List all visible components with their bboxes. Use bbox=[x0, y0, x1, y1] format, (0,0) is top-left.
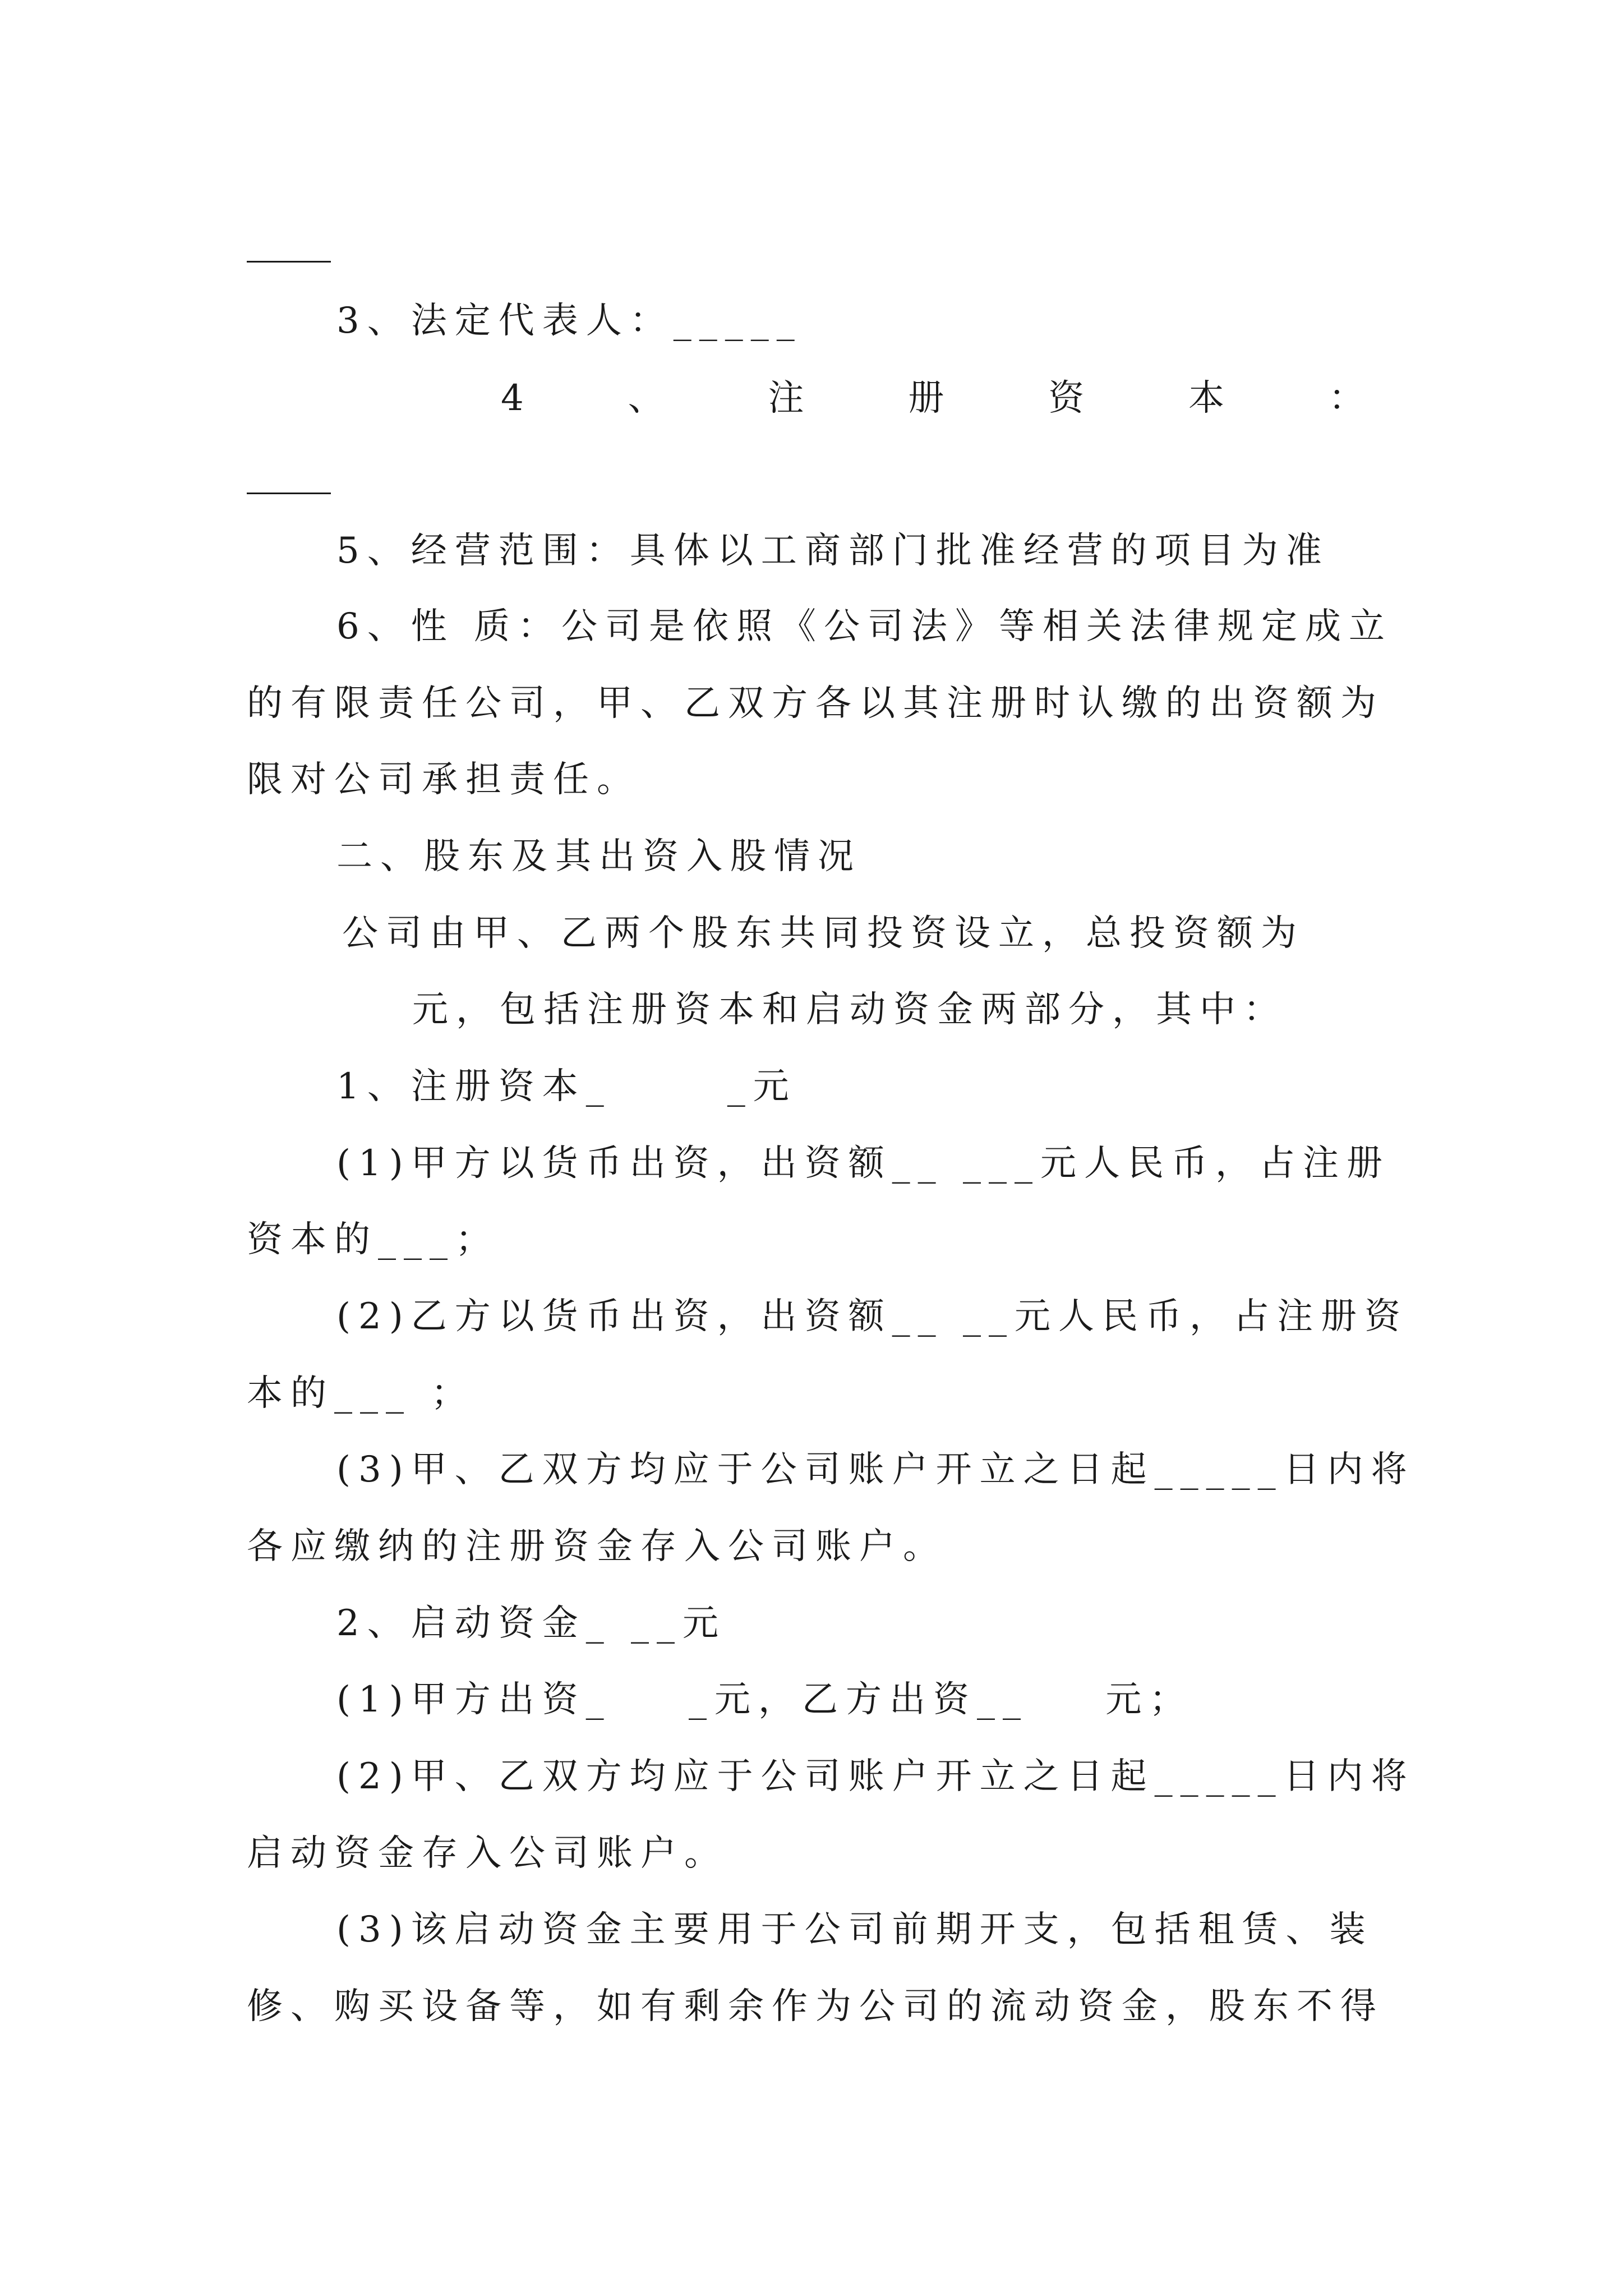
party-a-capital-line-2: 资本的___； bbox=[247, 1219, 499, 1260]
business-scope-line: 5、经营范围：具体以工商部门批准经营的项目为准 bbox=[336, 530, 1330, 572]
legal-representative-line: 3、法定代表人：_____ bbox=[336, 300, 803, 342]
deposit-deadline-line-1: (3)甲、乙双方均应于公司账户开立之日起_____日内将 bbox=[336, 1449, 1415, 1490]
char: 注 bbox=[768, 378, 804, 419]
char: ： bbox=[1328, 378, 1364, 419]
blank-underline bbox=[247, 493, 331, 494]
nature-line-1: 6、性 质：公司是依照《公司法》等相关法律规定成立 bbox=[336, 606, 1393, 647]
party-a-capital-line-1: (1)甲方以货币出资，出资额__ ___元人民币，占注册 bbox=[336, 1143, 1390, 1184]
char: 、 bbox=[628, 378, 664, 419]
blank-underline bbox=[247, 261, 331, 263]
startup-deposit-line-1: (2)甲、乙双方均应于公司账户开立之日起_____日内将 bbox=[336, 1756, 1415, 1797]
nature-line-2: 的有限责任公司，甲、乙双方各以其注册时认缴的出资额为 bbox=[247, 683, 1384, 724]
startup-fund-contribution: (1)甲方出资_ _元，乙方出资__ 元； bbox=[336, 1679, 1193, 1720]
registered-capital-item: 1、注册资本_ _元 bbox=[336, 1066, 797, 1107]
deposit-deadline-line-2: 各应缴纳的注册资金存入公司账户。 bbox=[247, 1526, 947, 1567]
nature-line-3: 限对公司承担责任。 bbox=[247, 759, 640, 800]
party-b-capital-line-2: 本的___ ； bbox=[247, 1373, 475, 1414]
char: 本 bbox=[1188, 378, 1225, 419]
investment-line-1: 公司由甲、乙两个股东共同投资设立，总投资额为 bbox=[342, 913, 1304, 954]
char: 4 bbox=[501, 378, 524, 419]
char: 资 bbox=[1048, 378, 1085, 419]
startup-usage-line-1: (3)该启动资金主要用于公司前期开支，包括租赁、装 bbox=[336, 1909, 1373, 1950]
startup-usage-line-2: 修、购买设备等，如有剩余作为公司的流动资金，股东不得 bbox=[247, 1986, 1384, 2027]
char: 册 bbox=[908, 378, 944, 419]
party-b-capital-line-1: (2)乙方以货币出资，出资额__ __元人民币，占注册资 bbox=[336, 1296, 1408, 1337]
startup-deposit-line-2: 启动资金存入公司账户。 bbox=[247, 1833, 728, 1874]
section-heading: 二、股东及其出资入股情况 bbox=[336, 836, 861, 877]
investment-line-2: 元，包括注册资本和启动资金两部分，其中： bbox=[412, 989, 1287, 1030]
startup-fund-item: 2、启动资金_ __元 bbox=[336, 1603, 727, 1644]
registered-capital-line bbox=[501, 378, 1364, 419]
